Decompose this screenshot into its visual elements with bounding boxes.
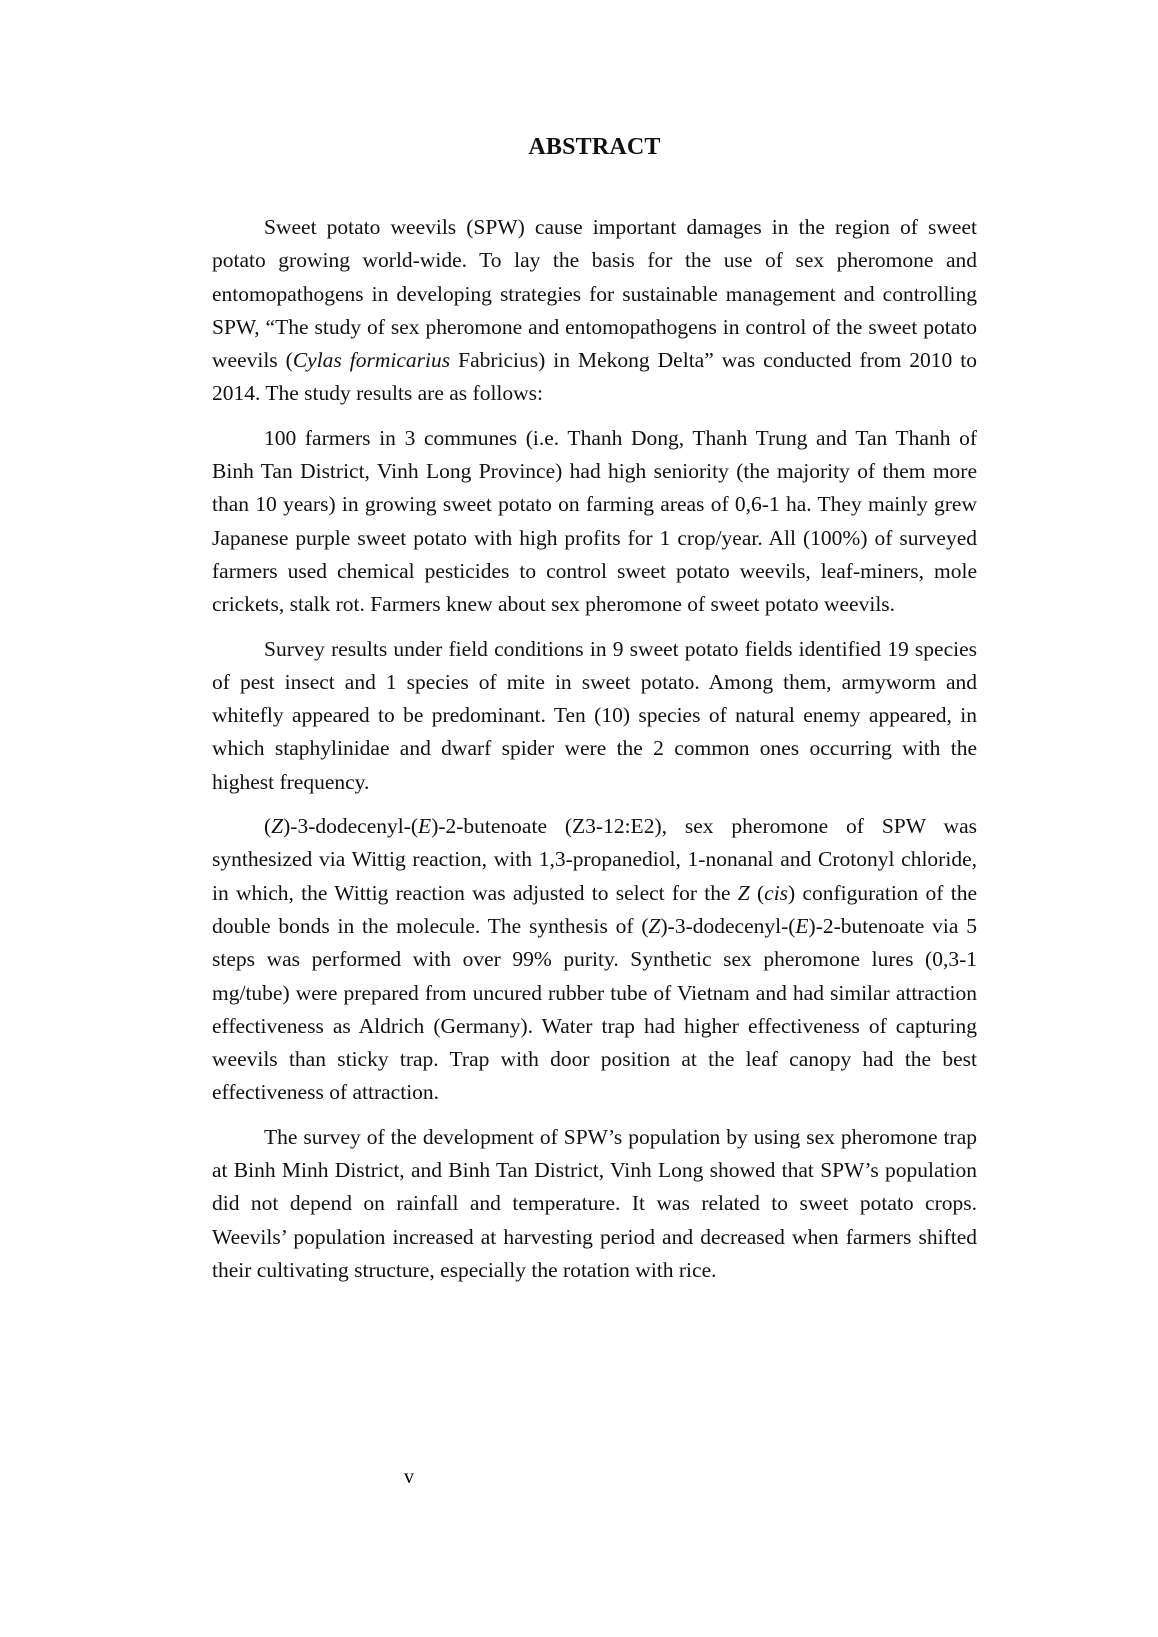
paragraph-farmer-survey: 100 farmers in 3 communes (i.e. Thanh Dong, Thanh Trung and Tan Thanh of Binh Tan District, Vinh Long Province) had high seniority (the majority of them more than 10 years) in growing sweet potato on farming areas of 0,6-1 ha. They mainly grew Japanese purple sweet potato with high profits for 1 crop/year. All (100%) of surveyed farmers used chemical pesticides to control sweet potato weevils, leaf-miners, mole crickets, stalk rot. Farmers knew about sex pheromone of sweet potato weevils. [212,425,977,617]
paragraph-intro: Sweet potato weevils (SPW) cause important damages in the region of sweet potato growing world-wide. To lay the basis for the use of sex pheromone and entomopathogens in developing strategies for sustainable management and controlling SPW, “The study of sex pheromone and entomopathogens in control of the sweet potato weevils (Cylas formicarius Fabricius) in Mekong Delta” was conducted from 2010 to 2014. The study results are as follows: [212,215,977,406]
paragraph-population-survey: The survey of the development of SPW’s population by using sex pheromone trap at Binh Minh District, and Binh Tan District, Vinh Long showed that SPW’s population did not depend on rainfall and temperature. It was related to sweet potato crops. Weevils’ population increased at harvesting period and decreased when farmers shifted their cultivating structure, especially the rotation with rice. [212,1124,977,1282]
page-number: v [404,1466,414,1488]
species-name: Cylas formicarius [292,348,451,373]
page-title: ABSTRACT [528,134,661,160]
abstract-body [212,211,977,1298]
paragraph-pheromone-synthesis: (Z)-3-dodecenyl-(E)-2-butenoate (Z3-12:E2), sex pheromone of SPW was synthesized via Wittig reaction, with 1,3-propanediol, 1-nonanal and Crotonyl chloride, in which, the Wittig reaction was adjusted to select for the Z (cis) configuration of the double bonds in the molecule. The synthesis of (Z)-3-dodecenyl-(E)-2-butenoate via 5 steps was performed with over 99% purity. Synthetic sex pheromone lures (0,3-1 mg/tube) were prepared from uncured rubber tube of Vietnam and had similar attraction effectiveness as Aldrich (Germany). Water trap had higher effectiveness of capturing weevils than sticky trap. Trap with door position at the leaf canopy had the best effectiveness of attraction. [212,814,977,1105]
paragraph-field-survey: Survey results under field conditions in 9 sweet potato fields identified 19 species of pest insect and 1 species of mite in sweet potato. Among them, armyworm and whitefly appeared to be predominant. Ten (10) species of natural enemy appeared, in which staphylinidae and dwarf spider were the 2 common ones occurring with the highest frequency. [212,636,977,794]
